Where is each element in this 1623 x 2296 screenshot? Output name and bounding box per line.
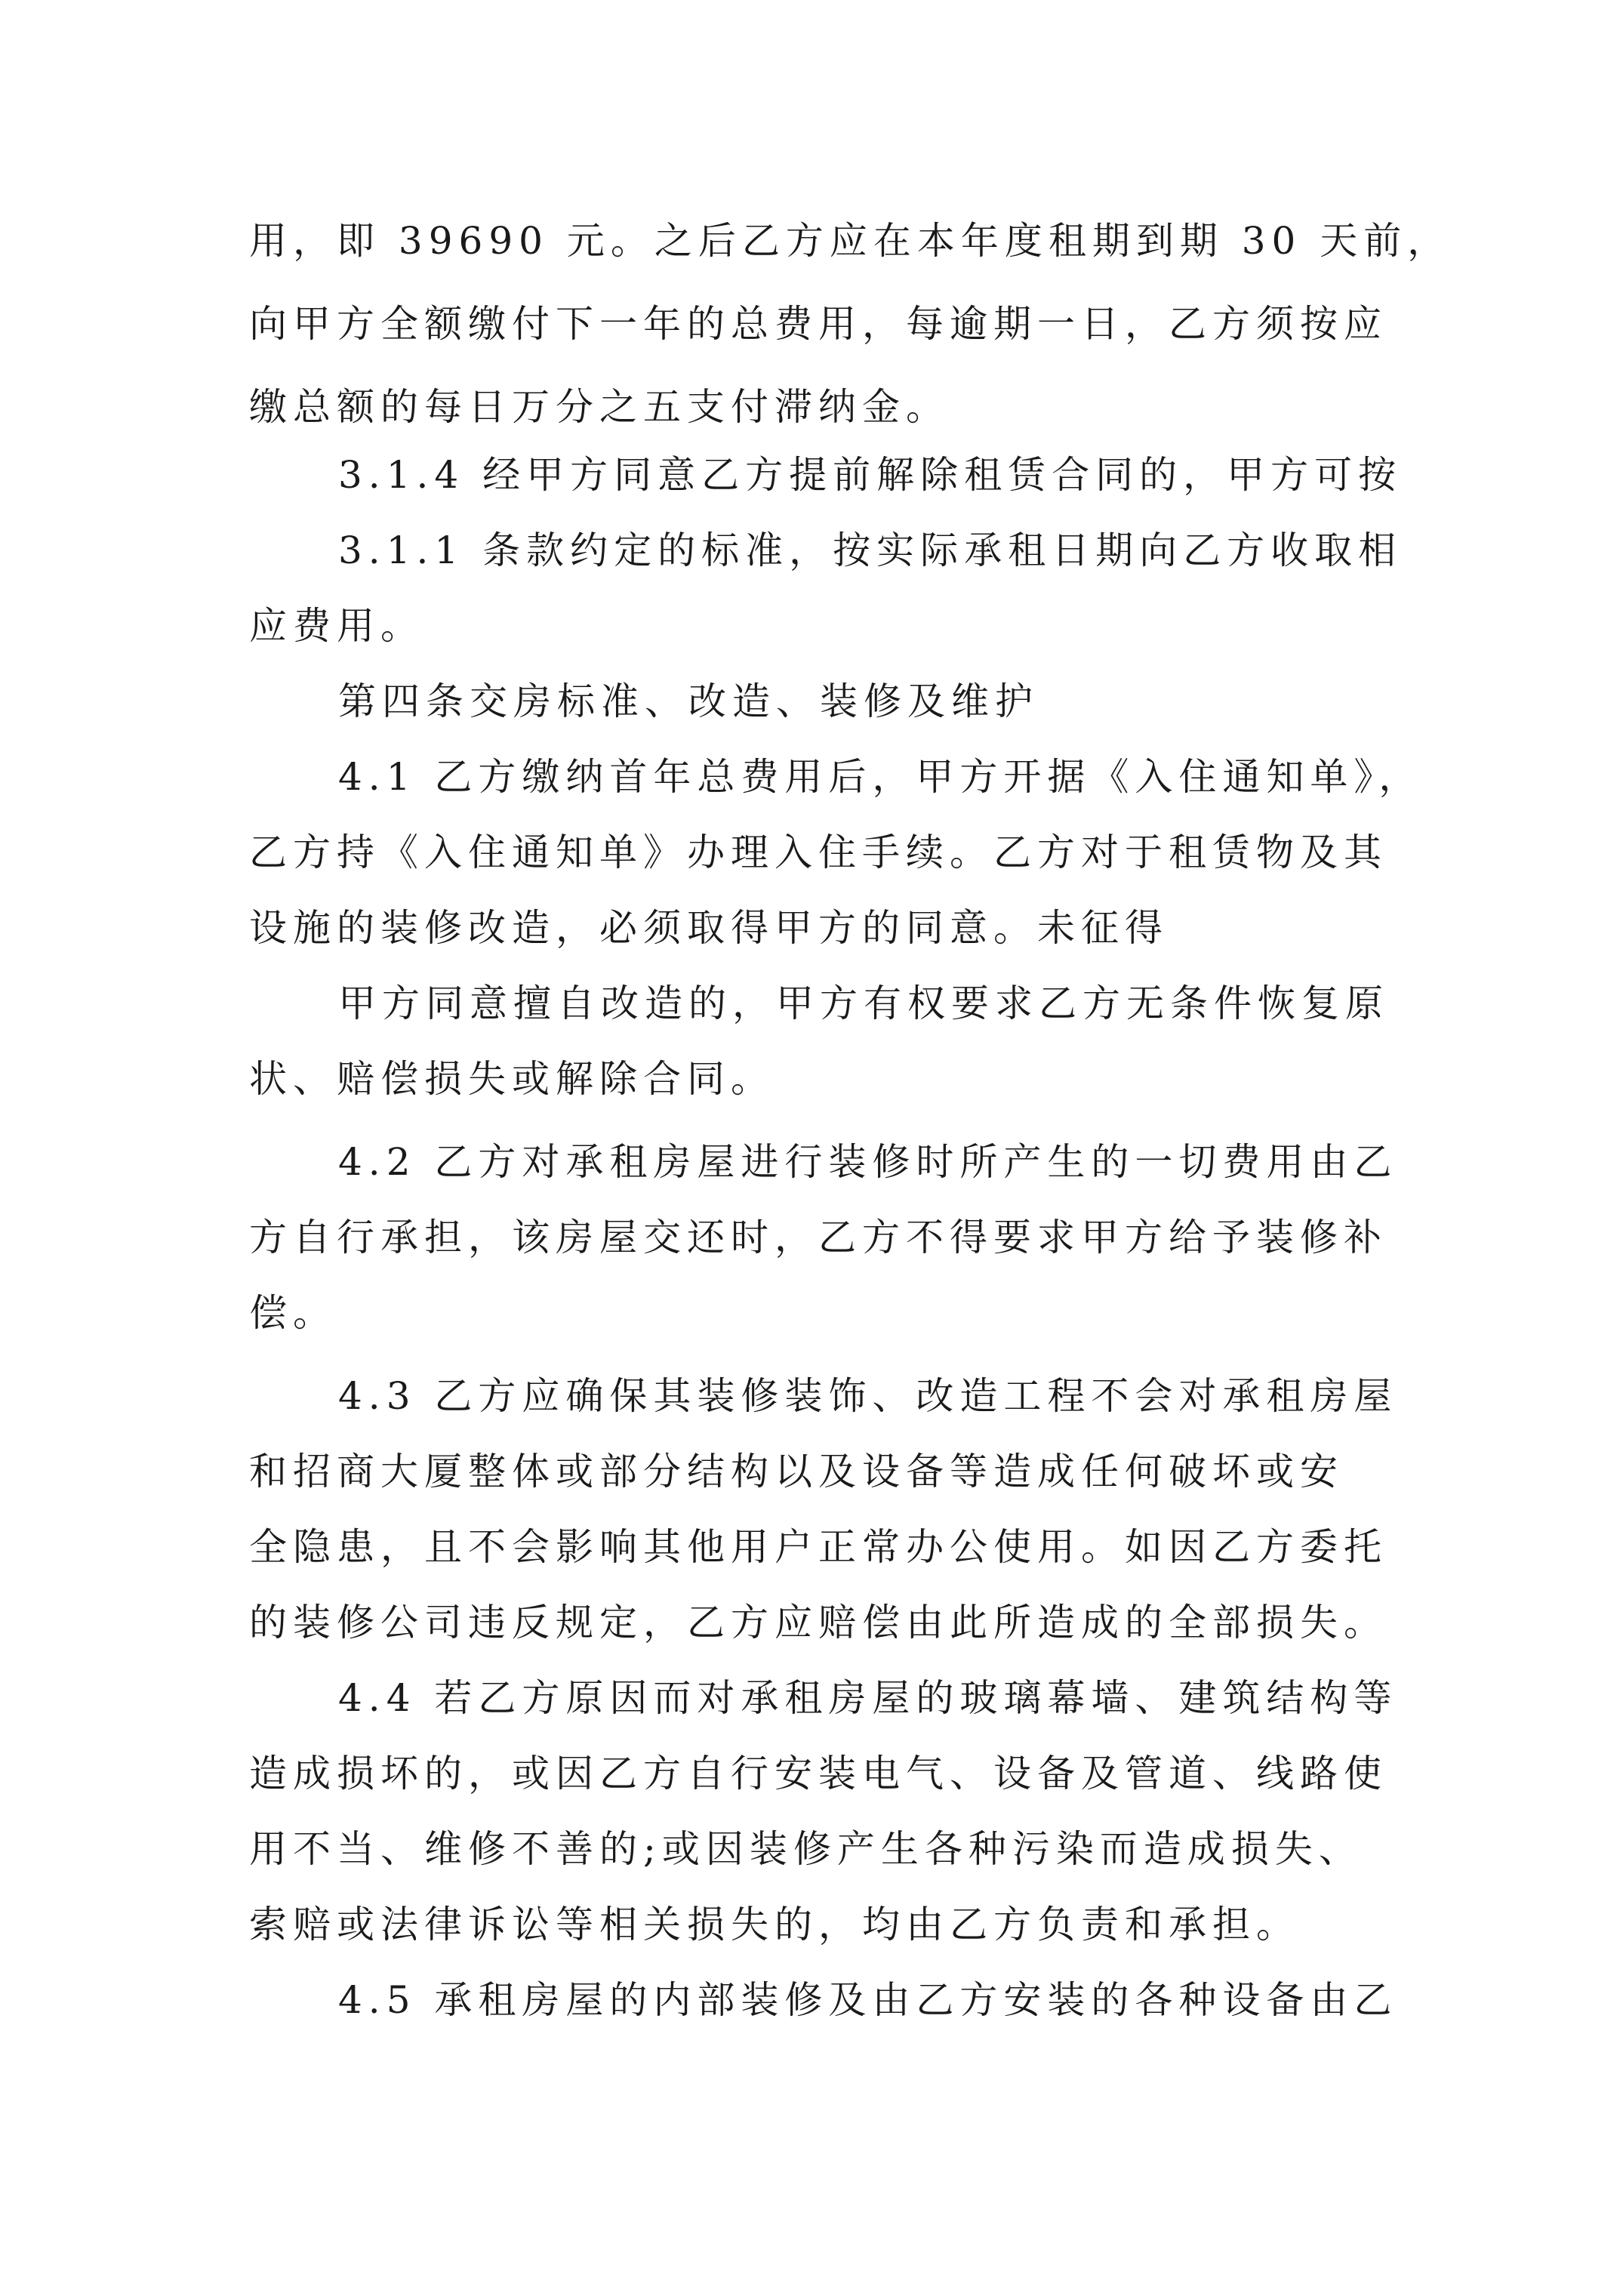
text-line: 向甲方全额缴付下一年的总费用，每逾期一日，乙方须按应 [249,302,1387,346]
text-line: 4.2 乙方对承租房屋进行装修时所产生的一切费用由乙 [338,1140,1398,1184]
text-line: 4.5 承租房屋的内部装修及由乙方安装的各种设备由乙 [338,1978,1398,2022]
text-line: 方自行承担，该房屋交还时，乙方不得要求甲方给予装修补 [249,1216,1387,1259]
text-line: 用不当、维修不善的;或因装修产生各种污染而造成损失、 [249,1827,1363,1871]
text-line: 偿。 [249,1291,337,1335]
text-line: 和招商大厦整体或部分结构以及设备等造成任何破坏或安 [249,1450,1344,1493]
text-line: 设施的装修改造，必须取得甲方的同意。未征得 [249,906,1169,950]
text-line: 3.1.4 经甲方同意乙方提前解除租赁合同的，甲方可按 [338,453,1403,497]
section-heading: 第四条交房标准、改造、装修及维护 [338,680,1039,723]
text-line: 甲方同意擅自改造的，甲方有权要求乙方无条件恢复原 [338,982,1389,1025]
text-line: 造成损坏的，或因乙方自行安装电气、设备及管道、线路使 [249,1752,1387,1795]
text-line: 3.1.1 条款约定的标准，按实际承租日期向乙方收取相 [338,529,1403,572]
text-line: 4.3 乙方应确保其装修装饰、改造工程不会对承租房屋 [338,1374,1398,1418]
text-line: 4.1 乙方缴纳首年总费用后，甲方开据《入住通知单》， [338,755,1423,799]
text-line: 缴总额的每日万分之五支付滞纳金。 [249,385,950,429]
text-line: 应费用。 [249,604,424,648]
text-line: 全隐患，且不会影响其他用户正常办公使用。如因乙方委托 [249,1525,1387,1569]
text-line: 用，即 39690 元。之后乙方应在本年度租期到期 30 天前， [249,219,1452,263]
text-line: 索赔或法律诉讼等相关损失的，均由乙方负责和承担。 [249,1903,1300,1946]
text-line: 的装修公司违反规定，乙方应赔偿由此所造成的全部损失。 [249,1601,1387,1644]
text-line: 状、赔偿损失或解除合同。 [249,1057,775,1101]
text-line: 乙方持《入住通知单》办理入住手续。乙方对于租赁物及其 [249,831,1387,874]
text-line: 4.4 若乙方原因而对承租房屋的玻璃幕墙、建筑结构等 [338,1676,1398,1720]
